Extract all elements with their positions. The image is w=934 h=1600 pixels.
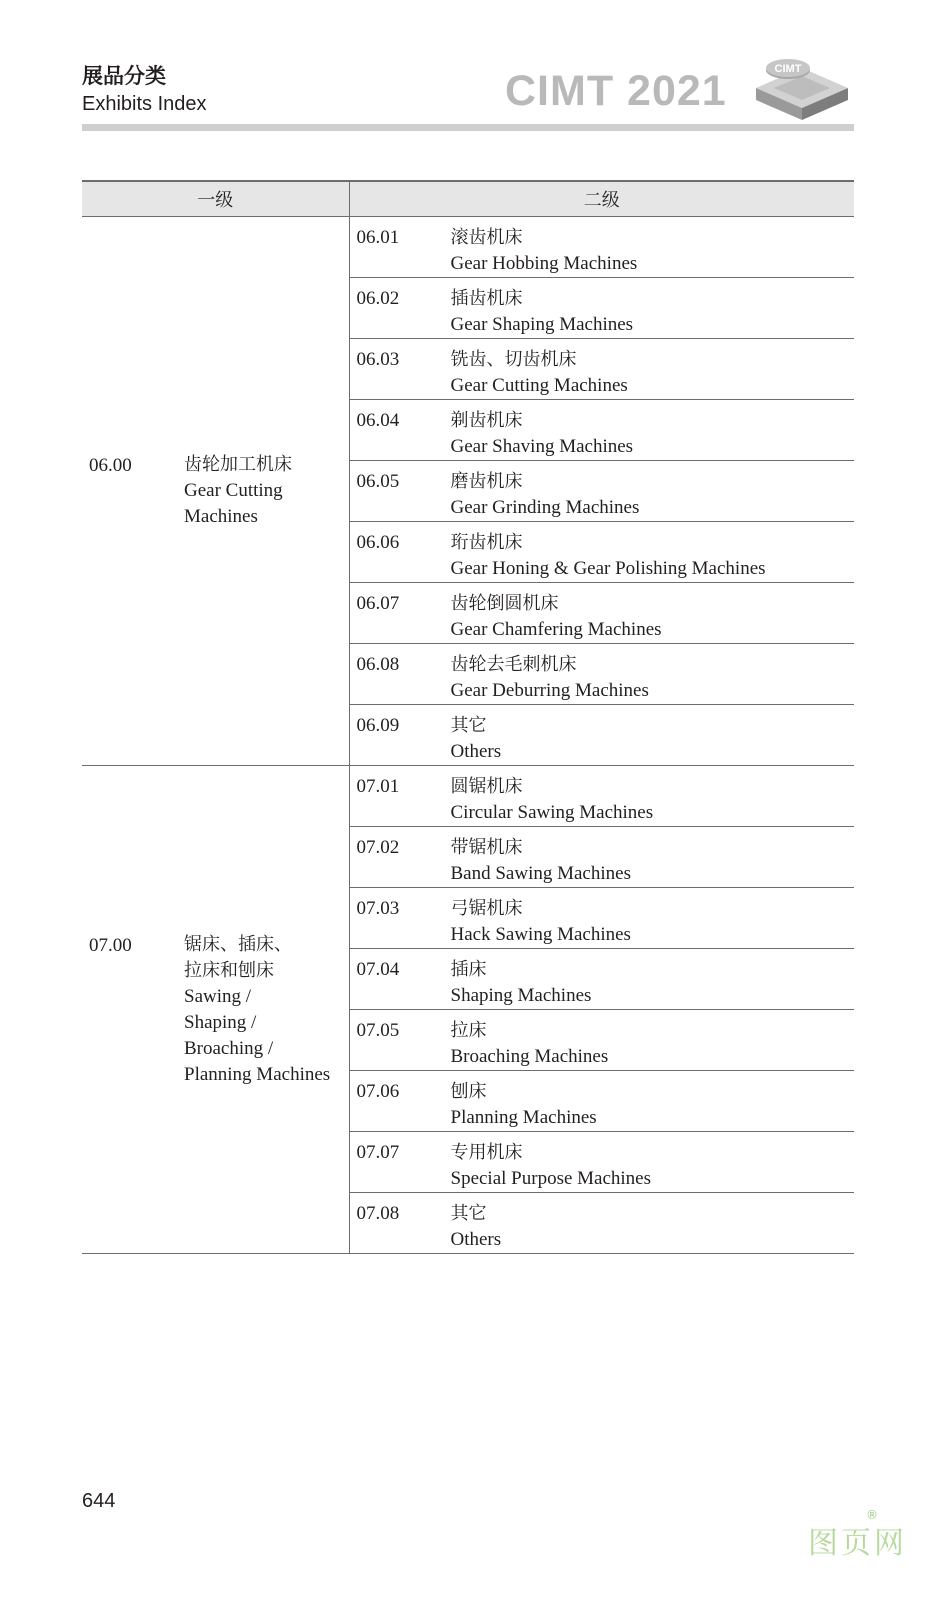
level2-label-cn: 拉床 — [450, 1020, 487, 1041]
level2-label-cn: 刨床 — [450, 1081, 487, 1102]
col-header-level2: 二级 — [349, 181, 854, 217]
level1-label-line: Gear Cutting — [184, 480, 283, 501]
level2-label-en: Gear Honing & Gear Polishing Machines — [450, 558, 766, 579]
level2-cell — [349, 522, 854, 583]
brand-title: CIMT 2021 — [505, 67, 727, 115]
level2-label-en: Gear Shaping Machines — [450, 314, 634, 335]
level2-label-en: Gear Chamfering Machines — [450, 619, 662, 640]
level2-label-cn: 铣齿、切齿机床 — [450, 349, 577, 370]
level2-cell — [349, 949, 854, 1010]
level2-cell — [349, 827, 854, 888]
level2-cell — [349, 705, 854, 766]
level1-cell — [82, 217, 349, 766]
cimt-logo-icon — [752, 54, 852, 124]
level2-cell — [349, 1193, 854, 1254]
level2-label-en: Broaching Machines — [450, 1046, 609, 1067]
level1-label-line: Planning Machines — [184, 1063, 331, 1085]
level2-label-en: Circular Sawing Machines — [450, 802, 654, 823]
level1-label-line: 锯床、插床、 — [184, 933, 292, 955]
level2-cell — [349, 1132, 854, 1193]
level2-code: 06.04 — [356, 410, 400, 431]
level1-label-line: Machines — [184, 506, 258, 527]
header-rule — [82, 124, 854, 131]
level2-label-en: Gear Cutting Machines — [450, 375, 628, 396]
table-row — [82, 217, 854, 278]
level2-label-en: Planning Machines — [450, 1107, 597, 1128]
level2-label-cn: 齿轮倒圆机床 — [450, 593, 559, 614]
level2-label-cn: 珩齿机床 — [450, 532, 523, 553]
level2-code: 06.09 — [356, 715, 400, 736]
level2-label-cn: 带锯机床 — [450, 837, 523, 858]
header-title-cn: 展品分类 — [82, 64, 166, 88]
level2-label-cn: 滚齿机床 — [450, 227, 523, 248]
level2-code: 07.06 — [356, 1081, 400, 1102]
level1-cell — [82, 766, 349, 1254]
logo-text: CIMT — [774, 63, 802, 75]
level2-code: 06.06 — [356, 532, 400, 553]
level2-label-cn: 插床 — [450, 959, 487, 980]
level2-code: 06.02 — [356, 288, 400, 309]
level2-label-cn: 剃齿机床 — [450, 410, 523, 431]
level2-code: 06.05 — [356, 471, 400, 492]
level2-code: 06.07 — [356, 593, 400, 614]
level2-label-cn: 其它 — [450, 715, 487, 736]
level2-code: 06.01 — [356, 227, 400, 248]
level2-label-en: Others — [450, 1229, 502, 1250]
level1-label-line: 齿轮加工机床 — [184, 454, 292, 475]
col-header-level1: 一级 — [82, 181, 349, 217]
level2-cell — [349, 1010, 854, 1071]
level1-label-line: Sawing / — [184, 985, 252, 1007]
level2-code: 07.08 — [356, 1203, 400, 1224]
level2-code: 07.01 — [356, 776, 400, 797]
level2-cell — [349, 278, 854, 339]
level2-label-cn: 齿轮去毛刺机床 — [450, 654, 577, 675]
header-title-en: Exhibits Index — [82, 93, 207, 115]
level1-label — [184, 932, 330, 1088]
exhibits-index-table — [82, 180, 854, 1254]
level2-label-cn: 弓锯机床 — [450, 898, 523, 919]
watermark-registered-icon: ® — [866, 1508, 878, 1522]
level2-label-en: Special Purpose Machines — [450, 1168, 652, 1189]
level2-cell — [349, 400, 854, 461]
level2-label-cn: 圆锯机床 — [450, 776, 523, 797]
level1-code: 06.00 — [89, 455, 132, 476]
level2-cell — [349, 461, 854, 522]
level2-label-en: Shaping Machines — [450, 985, 592, 1006]
level2-label-en: Gear Grinding Machines — [450, 497, 640, 518]
level2-label-en: Gear Hobbing Machines — [450, 253, 638, 274]
level2-code: 07.04 — [356, 959, 400, 980]
level2-code: 07.07 — [356, 1142, 400, 1163]
level2-cell — [349, 888, 854, 949]
level2-cell — [349, 644, 854, 705]
watermark: 图页网 — [808, 1526, 907, 1561]
level2-label-cn: 专用机床 — [450, 1142, 523, 1163]
level2-label-cn: 插齿机床 — [450, 288, 523, 309]
level2-code: 06.03 — [356, 349, 400, 370]
level1-label-line: 拉床和刨床 — [184, 959, 274, 981]
level2-label-en: Band Sawing Machines — [450, 863, 631, 884]
level1-code: 07.00 — [89, 934, 132, 956]
level2-code: 07.02 — [356, 837, 400, 858]
level2-label-en: Gear Deburring Machines — [450, 680, 649, 701]
level2-cell — [349, 217, 854, 278]
level1-label — [184, 452, 292, 530]
level2-label-cn: 磨齿机床 — [450, 471, 523, 492]
level2-code: 07.03 — [356, 898, 400, 919]
level1-label-line: Shaping / — [184, 1011, 257, 1033]
level2-label-cn: 其它 — [450, 1203, 487, 1224]
level2-label-en: Gear Shaving Machines — [450, 436, 634, 457]
level1-label-line: Broaching / — [184, 1037, 274, 1059]
level2-cell — [349, 583, 854, 644]
level2-cell — [349, 766, 854, 827]
level2-cell — [349, 1071, 854, 1132]
level2-label-en: Others — [450, 741, 502, 762]
level2-code: 06.08 — [356, 654, 400, 675]
level2-code: 07.05 — [356, 1020, 400, 1041]
level2-label-en: Hack Sawing Machines — [450, 924, 631, 945]
table-row — [82, 766, 854, 827]
page-number: 644 — [82, 1490, 116, 1512]
level2-cell — [349, 339, 854, 400]
